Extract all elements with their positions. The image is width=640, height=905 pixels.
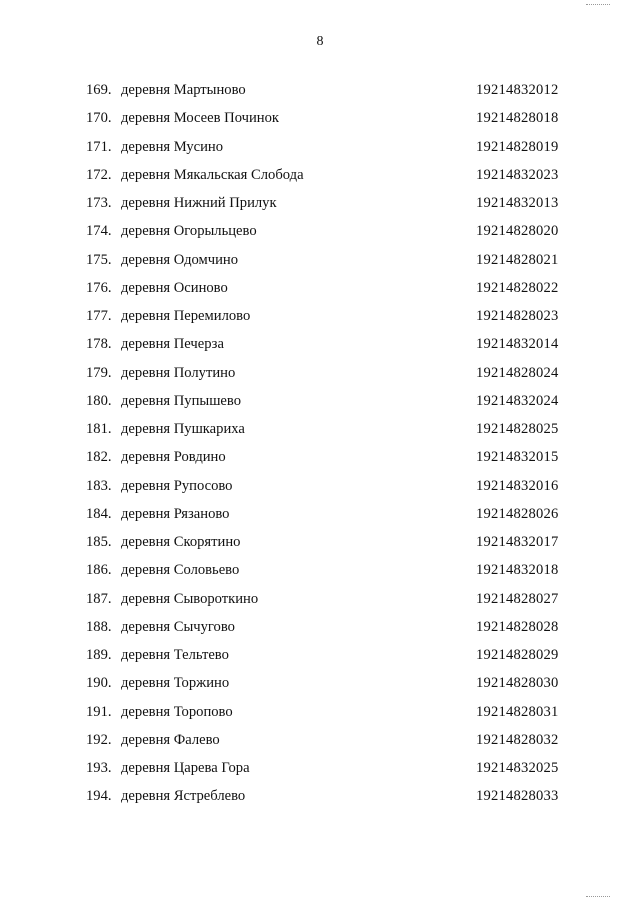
item-code: 19214832012 [476,82,559,98]
item-code: 19214832016 [476,477,559,494]
list-item [0,306,640,326]
item-code: 19214828032 [476,731,559,748]
list-item [0,363,640,383]
item-code: 19214828024 [476,364,559,381]
item-number: 175. [86,251,112,268]
list-item [0,730,640,750]
item-number: 185. [86,534,112,550]
item-code: 19214828021 [476,251,559,268]
item-code: 19214828025 [476,421,559,437]
list-item [0,419,640,439]
item-name: деревня Царева Гора [121,760,250,776]
item-code: 19214828023 [476,308,559,324]
item-code: 19214832013 [476,195,559,211]
item-name: деревня Мякальская Слобода [121,166,304,183]
item-number: 171. [86,138,112,155]
item-number: 183. [86,477,112,494]
item-number: 169. [86,82,112,98]
list-item [0,786,640,806]
item-name: деревня Одомчино [121,251,239,268]
item-name: деревня Тельтево [121,647,229,663]
list-item [0,589,640,609]
item-name: деревня Мосеев Починок [121,110,279,127]
list-item [0,391,640,411]
item-number: 188. [86,618,112,635]
item-name: деревня Пушкариха [121,421,245,437]
list-item [0,447,640,467]
item-code: 19214828022 [476,279,559,296]
item-code: 19214828018 [476,110,559,127]
item-code: 19214832025 [476,760,559,776]
list-item [0,560,640,580]
item-name: деревня Скорятино [121,534,241,550]
item-number: 176. [86,279,112,296]
item-number: 184. [86,505,112,522]
item-number: 191. [86,703,112,720]
item-code: 19214828026 [476,505,559,522]
item-name: деревня Фалево [121,731,220,748]
item-name: деревня Торопово [121,703,233,720]
item-code: 19214828028 [476,618,559,635]
corner-mark-bottom-right [586,896,610,899]
item-number: 193. [86,760,112,776]
item-name: деревня Огорыльцево [121,223,257,240]
item-name: деревня Рупосово [121,477,233,494]
list-item [0,137,640,157]
list-item [0,221,640,241]
item-number: 170. [86,110,112,127]
list-item [0,334,640,354]
item-number: 179. [86,364,112,381]
list-item [0,617,640,637]
item-code: 19214828029 [476,647,559,663]
item-code: 19214832017 [476,534,559,550]
item-number: 182. [86,449,112,466]
item-code: 19214832014 [476,336,559,353]
item-name: деревня Рязаново [121,505,230,522]
item-code: 19214828020 [476,223,559,240]
item-name: деревня Нижний Прилук [121,195,277,211]
list-item [0,278,640,298]
item-name: деревня Ровдино [121,449,226,466]
list-item [0,193,640,213]
item-name: деревня Ястреблево [121,788,246,805]
item-number: 189. [86,647,112,663]
list-item [0,758,640,778]
item-name: деревня Сывороткино [121,590,259,607]
item-code: 19214832023 [476,166,559,183]
list-item [0,673,640,693]
item-name: деревня Сычугово [121,618,235,635]
item-code: 19214832024 [476,392,559,409]
item-number: 186. [86,562,112,579]
item-number: 192. [86,731,112,748]
corner-mark-top-right [586,4,610,7]
item-number: 172. [86,166,112,183]
list-item [0,108,640,128]
item-number: 173. [86,195,112,211]
item-name: деревня Торжино [121,675,230,692]
item-name: деревня Печерза [121,336,224,353]
item-code: 19214828019 [476,138,559,155]
item-name: деревня Перемилово [121,308,251,324]
list-item [0,165,640,185]
list-item [0,702,640,722]
page-number: 8 [316,34,324,49]
item-code: 19214828027 [476,590,559,607]
item-number: 180. [86,392,112,409]
item-number: 190. [86,675,112,692]
item-name: деревня Мартыново [121,82,246,98]
item-code: 19214832015 [476,449,559,466]
item-code: 19214828033 [476,788,559,805]
item-name: деревня Осиново [121,279,228,296]
item-number: 194. [86,788,112,805]
item-number: 178. [86,336,112,353]
item-name: деревня Соловьево [121,562,240,579]
list-item [0,80,640,100]
list-item [0,645,640,665]
item-code: 19214832018 [476,562,559,579]
item-number: 187. [86,590,112,607]
item-name: деревня Мусино [121,138,224,155]
item-number: 174. [86,223,112,240]
item-code: 19214828030 [476,675,559,692]
list-item [0,250,640,270]
item-number: 177. [86,308,112,324]
item-code: 19214828031 [476,703,559,720]
list-item [0,476,640,496]
list-item [0,504,640,524]
item-name: деревня Пупышево [121,392,241,409]
item-name: деревня Полутино [121,364,236,381]
list-item [0,532,640,552]
item-number: 181. [86,421,112,437]
